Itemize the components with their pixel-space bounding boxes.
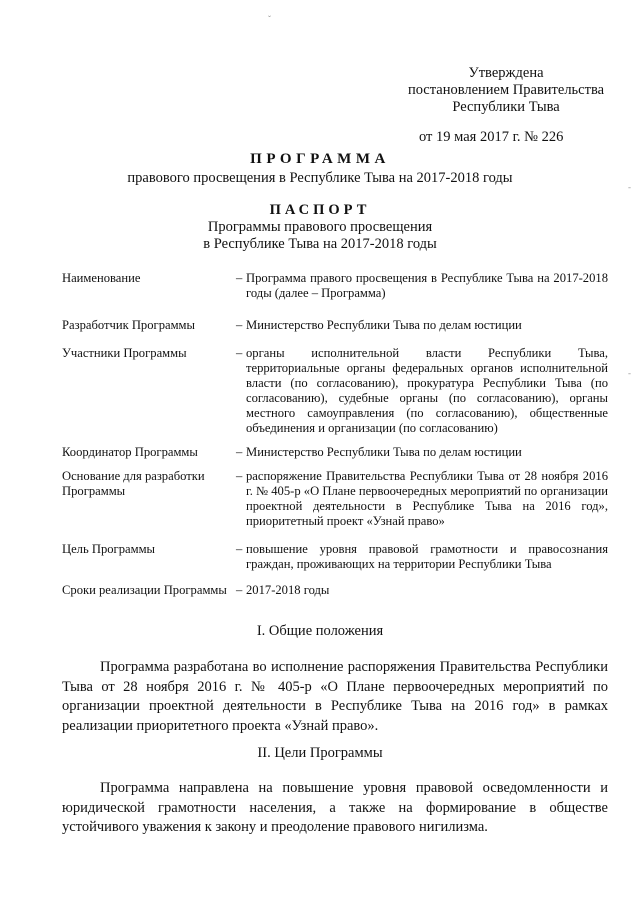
approval-line: постановлением Правительства [407, 82, 605, 98]
passport-subtitle [0, 219, 640, 253]
passport-value: 2017-2018 годы [246, 583, 330, 597]
scan-mark: ˇ [268, 14, 271, 24]
passport-dash: – [236, 271, 243, 285]
passport-label: Координатор Программы [62, 445, 198, 459]
passport-label: Разработчик Программы [62, 318, 195, 332]
approval-stamp [401, 65, 611, 146]
approval-date: от 19 мая 2017 г. № 226 [419, 129, 564, 145]
passport-label: Участники Программы [62, 346, 187, 360]
approval-line: Республики Тыва [452, 99, 560, 115]
passport-label: Сроки реализации Программы [62, 583, 227, 597]
passport-label: Основание для разработки Программы [62, 469, 205, 498]
passport-dash: – [236, 583, 243, 597]
passport-label: Цель Программы [62, 542, 156, 556]
program-title: ПРОГРАММА [250, 151, 390, 167]
passport-value: распоряжение Правительства Республики Тыва от 28 ноября 2016 г. № 405-р «О Плане первоочередных мероприятий по организации проектной деятельности в Республике Тыва на 2016 год», приоритетный проект «Узнай право» [246, 469, 608, 528]
passport-value: Программа правого просвещения в Республике Тыва на 2017-2018 годы (далее – Программа) [246, 271, 608, 300]
passport-subtitle-line: в Республике Тыва на 2017-2018 годы [203, 236, 437, 252]
passport-value: повышение уровня правовой грамотности и правосознания граждан, проживающих на территории Республики Тыва [246, 542, 608, 571]
scan-mark: - [628, 368, 631, 378]
passport-dash: – [236, 542, 243, 556]
passport-value: Министерство Республики Тыва по делам юстиции [246, 445, 522, 459]
section-heading: II. Цели Программы [257, 745, 383, 761]
approval-line: Утверждена [468, 65, 544, 81]
passport-value: органы исполнительной власти Республики Тыва, территориальные органы федеральных органов исполнительной власти (по согласованию), прокуратура Республики Тыва (по согласованию), судебные органы (по согласованию), органы местного самоуправления (по согласованию), общественные объединения и организации (по согласованию) [246, 346, 608, 435]
section-paragraph: Программа разработана во исполнение распоряжения Правительства Республики Тыва от 28 ноября 2016 г. № 405-р «О Плане первоочередных мероприятий по организации проектной деятельности в Республике Тыва на 2016 год» в рамках реализации приоритетного проекта «Узнай право». [62, 659, 608, 734]
passport-dash: – [236, 318, 243, 332]
passport-dash: – [236, 445, 243, 459]
passport-dash: – [236, 346, 243, 360]
passport-label: Наименование [62, 271, 141, 285]
passport-dash: – [236, 469, 243, 483]
section-heading: I. Общие положения [256, 623, 384, 639]
passport-value: Министерство Республики Тыва по делам юстиции [246, 318, 522, 332]
scan-mark: - [628, 182, 631, 192]
passport-title: ПАСПОРТ [269, 202, 371, 218]
program-subtitle: правового просвещения в Республике Тыва на 2017-2018 годы [127, 170, 513, 186]
passport-subtitle-line: Программы правового просвещения [207, 219, 433, 235]
section-paragraph: Программа направлена на повышение уровня правовой осведомленности и юридической грамотности населения, а также на формирование в обществе устойчивого уважения к закону и преодоление правового нигилизма. [62, 780, 608, 835]
